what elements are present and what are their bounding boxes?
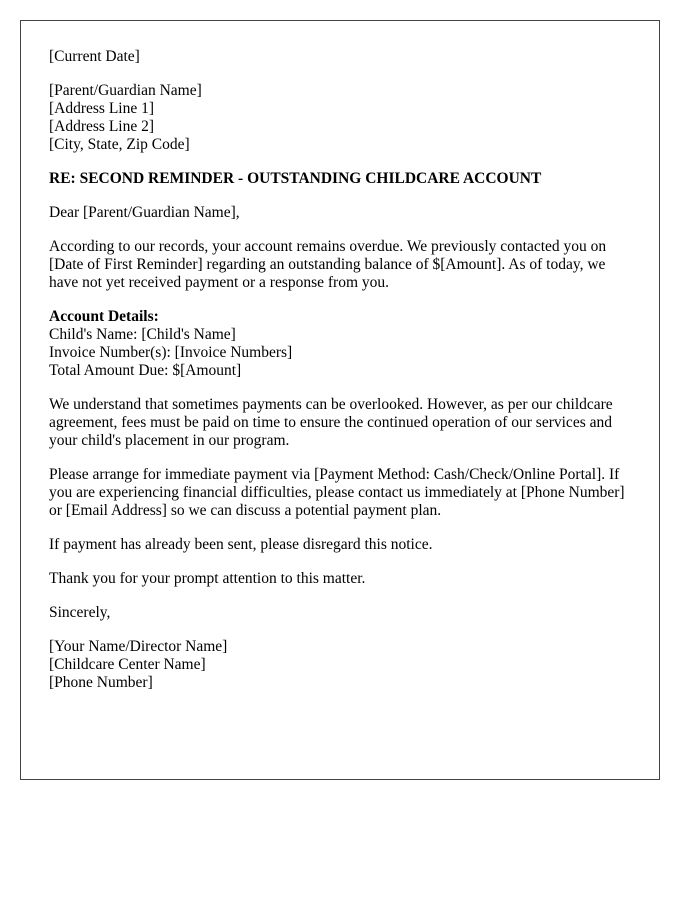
- signature-block: [49, 638, 631, 692]
- recipient-address-block: [49, 82, 631, 154]
- body-paragraph-thanks: Thank you for your prompt attention to this matter.: [49, 570, 366, 587]
- letter-page: [20, 20, 660, 780]
- body-paragraph-payment: Please arrange for immediate payment via [Payment Method: Cash/Check/Online Portal]. If you are experiencing financial difficulties, please contact us immediately at [Phone Number] or [Email Address] so we can discuss a potential payment plan.: [49, 466, 625, 519]
- invoice-numbers-line: Invoice Number(s): [Invoice Numbers]: [49, 344, 293, 361]
- account-details-block: [49, 308, 631, 380]
- total-amount-due-line: Total Amount Due: $[Amount]: [49, 362, 242, 379]
- body-paragraph-agreement: We understand that sometimes payments can be overlooked. However, as per our childcare agreement, fees must be paid on time to ensure the continued operation of our services and your child's placement in our program.: [49, 396, 613, 449]
- account-details-heading: Account Details:: [49, 308, 159, 325]
- salutation: Dear [Parent/Guardian Name],: [49, 204, 240, 221]
- subject-line: RE: SECOND REMINDER - OUTSTANDING CHILDCARE ACCOUNT: [49, 170, 542, 187]
- child-name-line: Child's Name: [Child's Name]: [49, 326, 236, 343]
- recipient-name: [Parent/Guardian Name]: [49, 82, 202, 99]
- recipient-city-state-zip: [City, State, Zip Code]: [49, 136, 190, 153]
- signature-center-name: [Childcare Center Name]: [49, 656, 206, 673]
- recipient-address-line-2: [Address Line 2]: [49, 118, 155, 135]
- signature-phone: [Phone Number]: [49, 674, 153, 691]
- recipient-address-line-1: [Address Line 1]: [49, 100, 155, 117]
- closing: Sincerely,: [49, 604, 111, 621]
- signature-name: [Your Name/Director Name]: [49, 638, 228, 655]
- date-block: [49, 48, 631, 66]
- body-paragraph-overdue: According to our records, your account remains overdue. We previously contacted you on [Date of First Reminder] regarding an outstanding balance of $[Amount]. As of today, we have not yet received payment or a response from you.: [49, 238, 607, 291]
- body-paragraph-disregard: If payment has already been sent, please disregard this notice.: [49, 536, 433, 553]
- letter-date: [Current Date]: [49, 48, 140, 65]
